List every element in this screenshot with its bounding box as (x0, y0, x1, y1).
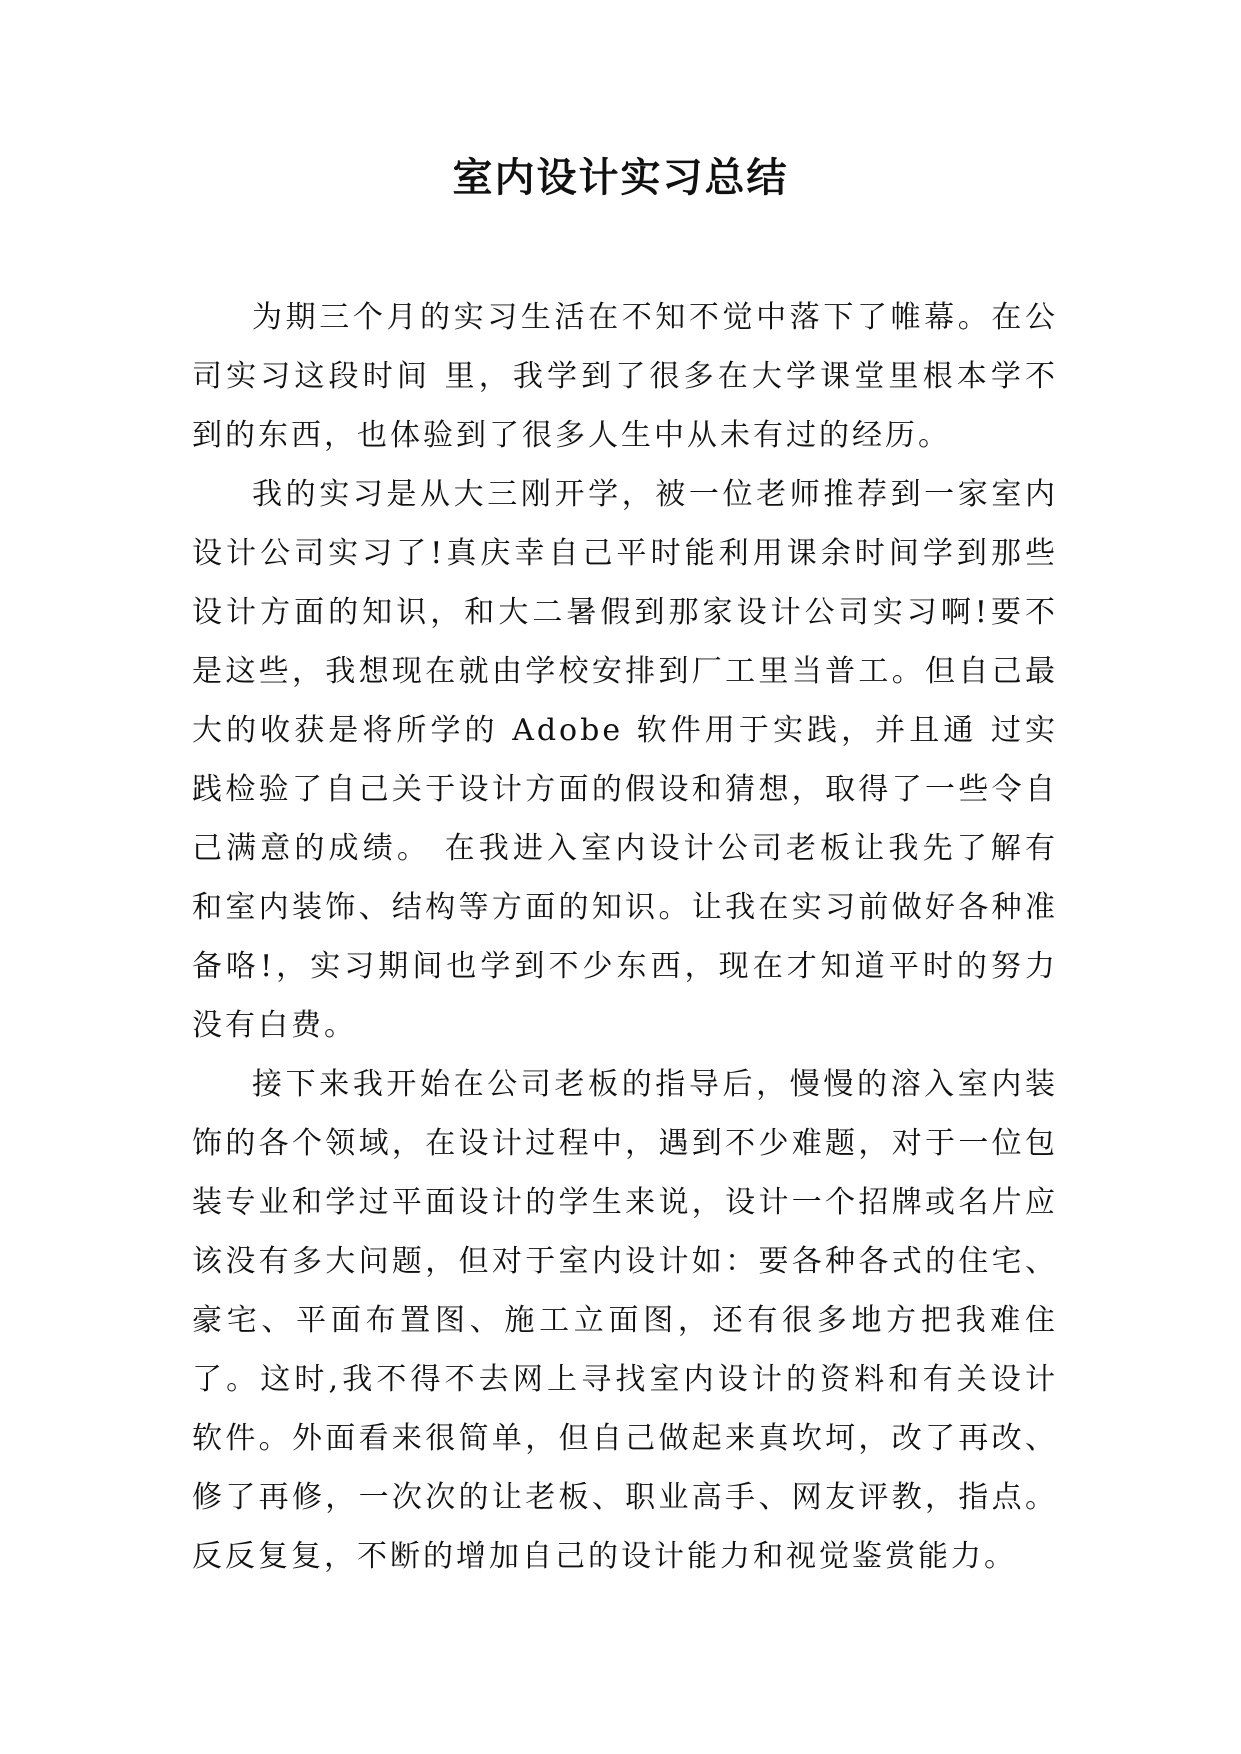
paragraph-1: 为期三个月的实习生活在不知不觉中落下了帷幕。在公司实习这段时间 里，我学到了很多在大学课堂里根本学不到的东西，也体验到了很多人生中从未有过的经历。 (192, 300, 1058, 453)
paragraph-3: 接下来我开始在公司老板的指导后，慢慢的溶入室内装饰的各个领域，在设计过程中，遇到不少难题，对于一位包装专业和学过平面设计的学生来说，设计一个招牌或名片应该没有多大问题，但对于室内设计如：要各种各式的住宅、豪宅、平面布置图、施工立面图，还有很多地方把我难住了。这时,我不得不去网上寻找室内设计的资料和有关设计软件。外面看来很简单，但自己做起来真坎坷，改了再改、修了再修，一次次的让老板、职业高手、网友评教，指点。反反复复，不断的增加自己的设计能力和视觉鉴赏能力。 (192, 1067, 1058, 1574)
document-title: 室内设计实习总结 (452, 155, 789, 201)
document-body (192, 288, 1058, 1586)
paragraph-2: 我的实习是从大三刚开学，被一位老师推荐到一家室内设计公司实习了!真庆幸自己平时能利用课余时间学到那些设计方面的知识，和大二暑假到那家设计公司实习啊!要不是这些，我想现在就由学校安排到厂工里当普工。但自己最大的收获是将所学的 Adobe 软件用于实践，并且通 过实践检验了自己关于设计方面的假设和猜想，取得了一些令自己满意的成绩。 在我进入室内设计公司老板让我先了解有和室内装饰、结构等方面的知识。让我在实习前做好各种准备咯!，实习期间也学到不少东西，现在才知道平时的努力没有白费。 (192, 477, 1058, 1043)
